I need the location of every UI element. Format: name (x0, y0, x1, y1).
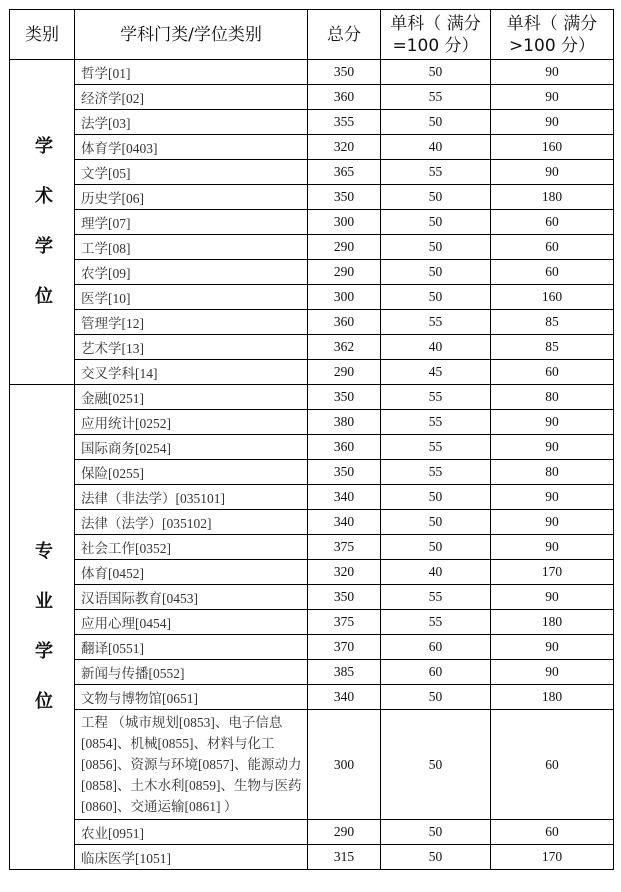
total-score-cell: 355 (308, 110, 381, 135)
table-row (10, 460, 614, 485)
total-score-cell: 385 (308, 660, 381, 685)
total-score-cell: 350 (308, 585, 381, 610)
table-row (10, 635, 614, 660)
table-row (10, 185, 614, 210)
single-over-100-cell: 60 (491, 260, 614, 285)
discipline-cell: 国际商务[0254] (75, 435, 308, 460)
single-100-cell: 50 (381, 110, 491, 135)
table-row (10, 85, 614, 110)
table-row (10, 660, 614, 685)
total-score-cell: 290 (308, 820, 381, 845)
category-label: 学术学位 (32, 135, 53, 336)
total-score-cell: 362 (308, 335, 381, 360)
table-row (10, 820, 614, 845)
total-score-cell: 320 (308, 135, 381, 160)
single-over-100-cell: 60 (491, 360, 614, 385)
single-over-100-cell: 85 (491, 335, 614, 360)
table-row (10, 510, 614, 535)
total-score-cell: 350 (308, 460, 381, 485)
total-score-cell: 350 (308, 60, 381, 85)
single-over-100-cell: 160 (491, 285, 614, 310)
discipline-cell: 历史学[06] (75, 185, 308, 210)
header-discipline: 学科门类/学位类别 (75, 10, 308, 60)
table-row (10, 585, 614, 610)
single-100-cell: 55 (381, 585, 491, 610)
total-score-cell: 370 (308, 635, 381, 660)
total-score-cell: 365 (308, 160, 381, 185)
table-row (10, 285, 614, 310)
discipline-cell: 交叉学科[14] (75, 360, 308, 385)
total-score-cell: 375 (308, 610, 381, 635)
table-row (10, 160, 614, 185)
single-over-100-cell: 170 (491, 845, 614, 870)
single-100-cell: 40 (381, 335, 491, 360)
total-score-cell: 300 (308, 710, 381, 820)
discipline-cell: 体育[0452] (75, 560, 308, 585)
single-over-100-cell: 90 (491, 85, 614, 110)
table-row (10, 210, 614, 235)
single-100-cell: 50 (381, 845, 491, 870)
single-100-cell: 50 (381, 685, 491, 710)
total-score-cell: 290 (308, 235, 381, 260)
discipline-cell: 文学[05] (75, 160, 308, 185)
single-over-100-cell: 170 (491, 560, 614, 585)
total-score-cell: 380 (308, 410, 381, 435)
discipline-cell: 艺术学[13] (75, 335, 308, 360)
single-over-100-cell: 160 (491, 135, 614, 160)
header-single-100: 单科（ 满分=100 分） (381, 10, 491, 60)
discipline-cell: 工程 （城市规划[0853]、电子信息[0854]、机械[0855]、材料与化工[0856]、资源与环境[0857]、能源动力[0858]、土木水利[0859]、生物与医药[0860]、交通运输[0861] ） (75, 710, 308, 820)
discipline-cell: 农学[09] (75, 260, 308, 285)
single-100-cell: 50 (381, 510, 491, 535)
single-over-100-cell: 60 (491, 710, 614, 820)
total-score-cell: 340 (308, 485, 381, 510)
table-row (10, 485, 614, 510)
discipline-cell: 保险[0255] (75, 460, 308, 485)
total-score-cell: 300 (308, 210, 381, 235)
table-row (10, 435, 614, 460)
single-over-100-cell: 90 (491, 435, 614, 460)
header-total: 总分 (308, 10, 381, 60)
single-over-100-cell: 80 (491, 460, 614, 485)
table-row (10, 310, 614, 335)
table-row (10, 845, 614, 870)
total-score-cell: 350 (308, 385, 381, 410)
single-over-100-cell: 90 (491, 635, 614, 660)
discipline-cell: 理学[07] (75, 210, 308, 235)
single-100-cell: 55 (381, 85, 491, 110)
discipline-cell: 翻译[0551] (75, 635, 308, 660)
single-100-cell: 55 (381, 310, 491, 335)
category-label: 专业学位 (32, 540, 53, 741)
discipline-cell: 医学[10] (75, 285, 308, 310)
single-100-cell: 45 (381, 360, 491, 385)
table-row (10, 60, 614, 85)
single-100-cell: 40 (381, 560, 491, 585)
single-over-100-cell: 90 (491, 585, 614, 610)
total-score-cell: 350 (308, 185, 381, 210)
table-row (10, 260, 614, 285)
discipline-cell: 体育学[0403] (75, 135, 308, 160)
total-score-cell: 340 (308, 510, 381, 535)
total-score-cell: 290 (308, 360, 381, 385)
category-cell (10, 60, 75, 385)
single-100-cell: 50 (381, 60, 491, 85)
discipline-cell: 管理学[12] (75, 310, 308, 335)
table-row (10, 110, 614, 135)
table-row (10, 610, 614, 635)
single-over-100-cell: 180 (491, 185, 614, 210)
single-100-cell: 55 (381, 460, 491, 485)
single-100-cell: 50 (381, 210, 491, 235)
table-row (10, 235, 614, 260)
single-100-cell: 55 (381, 610, 491, 635)
table-row (10, 410, 614, 435)
single-100-cell: 55 (381, 160, 491, 185)
single-over-100-cell: 90 (491, 160, 614, 185)
single-over-100-cell: 60 (491, 235, 614, 260)
total-score-cell: 360 (308, 310, 381, 335)
table-row (10, 135, 614, 160)
single-over-100-cell: 180 (491, 685, 614, 710)
single-over-100-cell: 90 (491, 535, 614, 560)
single-over-100-cell: 90 (491, 110, 614, 135)
single-100-cell: 50 (381, 710, 491, 820)
discipline-cell: 哲学[01] (75, 60, 308, 85)
single-100-cell: 50 (381, 285, 491, 310)
total-score-cell: 315 (308, 845, 381, 870)
single-100-cell: 50 (381, 820, 491, 845)
single-100-cell: 55 (381, 385, 491, 410)
single-100-cell: 60 (381, 660, 491, 685)
total-score-cell: 375 (308, 535, 381, 560)
discipline-cell: 法律（法学）[035102] (75, 510, 308, 535)
table-row (10, 535, 614, 560)
score-table (9, 9, 614, 870)
category-cell (10, 385, 75, 870)
total-score-cell: 320 (308, 560, 381, 585)
discipline-cell: 应用心理[0454] (75, 610, 308, 635)
header-category: 类别 (10, 10, 75, 60)
single-over-100-cell: 90 (491, 485, 614, 510)
single-over-100-cell: 90 (491, 510, 614, 535)
discipline-cell: 法律（非法学）[035101] (75, 485, 308, 510)
single-100-cell: 50 (381, 535, 491, 560)
discipline-cell: 应用统计[0252] (75, 410, 308, 435)
single-100-cell: 50 (381, 260, 491, 285)
discipline-cell: 法学[03] (75, 110, 308, 135)
table-row (10, 685, 614, 710)
discipline-cell: 金融[0251] (75, 385, 308, 410)
single-over-100-cell: 90 (491, 60, 614, 85)
discipline-cell: 汉语国际教育[0453] (75, 585, 308, 610)
single-100-cell: 55 (381, 410, 491, 435)
single-over-100-cell: 180 (491, 610, 614, 635)
discipline-cell: 农业[0951] (75, 820, 308, 845)
total-score-cell: 340 (308, 685, 381, 710)
single-over-100-cell: 85 (491, 310, 614, 335)
single-100-cell: 60 (381, 635, 491, 660)
single-100-cell: 40 (381, 135, 491, 160)
total-score-cell: 290 (308, 260, 381, 285)
total-score-cell: 360 (308, 435, 381, 460)
discipline-cell: 新闻与传播[0552] (75, 660, 308, 685)
header-single-over-100: 单科（ 满分>100 分） (491, 10, 614, 60)
single-over-100-cell: 90 (491, 410, 614, 435)
discipline-cell: 文物与博物馆[0651] (75, 685, 308, 710)
discipline-cell: 工学[08] (75, 235, 308, 260)
single-100-cell: 50 (381, 235, 491, 260)
discipline-cell: 临床医学[1051] (75, 845, 308, 870)
table-row (10, 560, 614, 585)
table-row (10, 360, 614, 385)
table-row (10, 385, 614, 410)
single-over-100-cell: 60 (491, 820, 614, 845)
table-row (10, 335, 614, 360)
single-100-cell: 50 (381, 485, 491, 510)
single-over-100-cell: 60 (491, 210, 614, 235)
single-over-100-cell: 90 (491, 660, 614, 685)
discipline-cell: 社会工作[0352] (75, 535, 308, 560)
single-over-100-cell: 80 (491, 385, 614, 410)
single-100-cell: 50 (381, 185, 491, 210)
total-score-cell: 300 (308, 285, 381, 310)
discipline-cell: 经济学[02] (75, 85, 308, 110)
header-row (10, 10, 614, 60)
total-score-cell: 360 (308, 85, 381, 110)
single-100-cell: 55 (381, 435, 491, 460)
table-row (10, 710, 614, 820)
